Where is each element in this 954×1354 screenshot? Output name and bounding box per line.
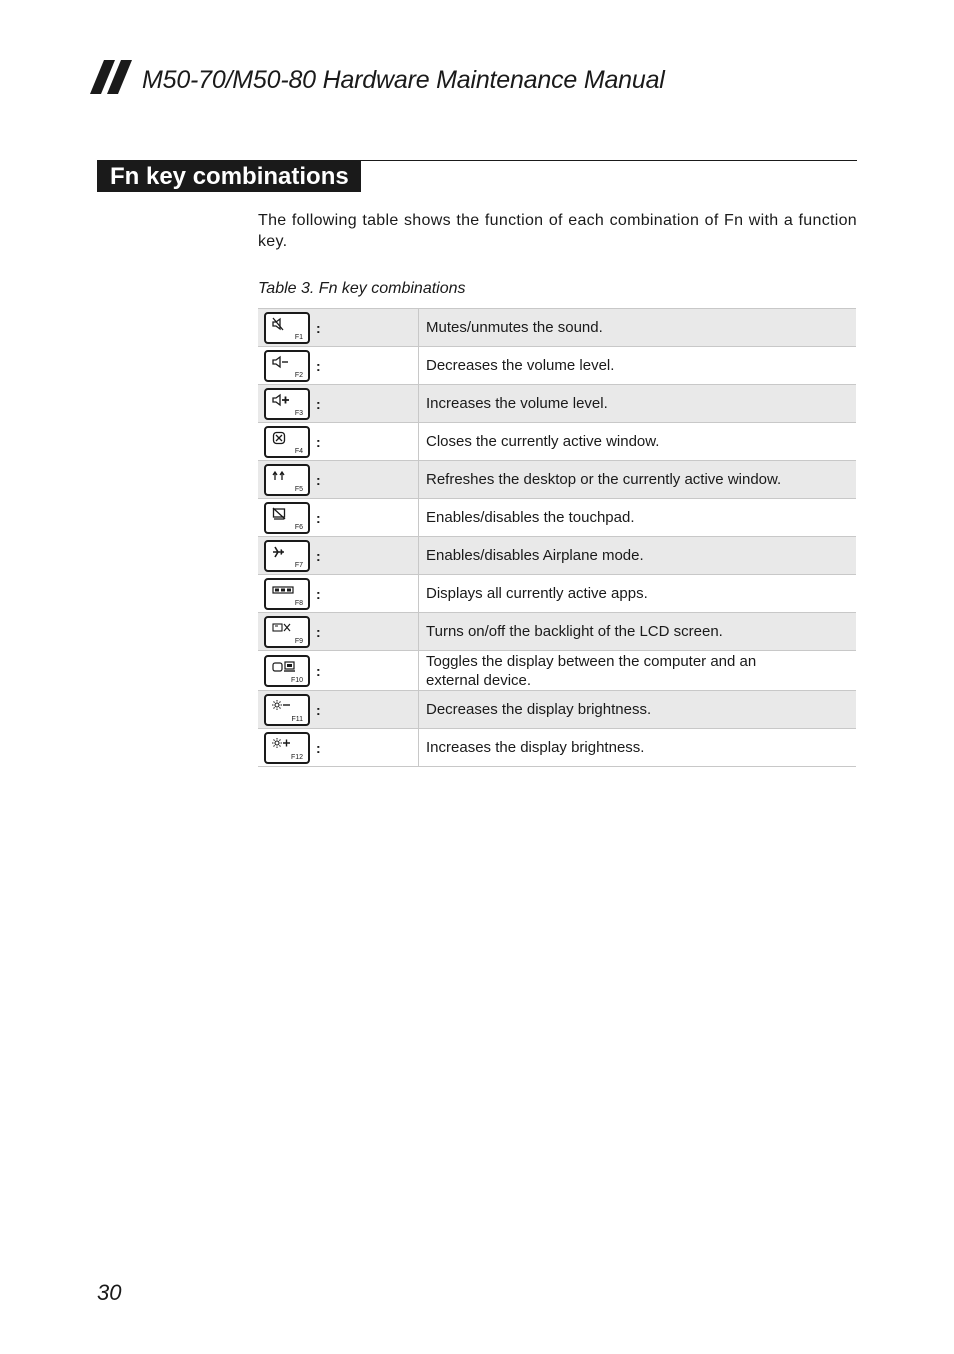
brightness-down-icon	[272, 699, 292, 713]
key-cell	[258, 423, 419, 461]
volume-down-icon	[272, 355, 290, 369]
key-label: F2	[294, 371, 303, 379]
f1-key	[264, 312, 310, 344]
f5-key	[264, 464, 310, 496]
key-cell	[258, 651, 419, 691]
key-label: F7	[294, 561, 303, 569]
f11-key	[264, 694, 310, 726]
key-colon: :	[316, 701, 321, 718]
key-colon: :	[316, 319, 321, 336]
key-colon: :	[316, 662, 321, 679]
touchpad-disable-icon	[272, 507, 288, 521]
key-cell	[258, 537, 419, 575]
key-cell	[258, 499, 419, 537]
key-cell	[258, 347, 419, 385]
key-colon: :	[316, 471, 321, 488]
manual-logo-icon	[90, 60, 136, 94]
fn-key-table	[258, 308, 856, 767]
close-window-icon	[272, 431, 288, 445]
key-colon: :	[316, 433, 321, 450]
display-switch-icon	[272, 660, 296, 674]
key-colon: :	[316, 395, 321, 412]
key-label: F12	[290, 753, 303, 761]
key-label: F10	[290, 676, 303, 684]
table-row	[258, 309, 856, 347]
mute-icon	[272, 317, 288, 331]
backlight-off-icon	[272, 621, 294, 635]
key-label: F3	[294, 409, 303, 417]
table-row	[258, 575, 856, 613]
f12-key	[264, 732, 310, 764]
row-description: Enables/disables Airplane mode.	[419, 537, 857, 575]
row-description: Increases the volume level.	[419, 385, 857, 423]
table-row	[258, 461, 856, 499]
key-colon: :	[316, 585, 321, 602]
f10-key	[264, 655, 310, 687]
key-label: F5	[294, 485, 303, 493]
key-label: F1	[294, 333, 303, 341]
key-colon: :	[316, 357, 321, 374]
key-label: F8	[294, 599, 303, 607]
key-colon: :	[316, 547, 321, 564]
table-row	[258, 423, 856, 461]
table-row	[258, 499, 856, 537]
row-description: Closes the currently active window.	[419, 423, 857, 461]
key-cell	[258, 691, 419, 729]
row-description: Enables/disables the touchpad.	[419, 499, 857, 537]
f7-key	[264, 540, 310, 572]
refresh-icon	[272, 469, 288, 483]
f6-key	[264, 502, 310, 534]
key-cell	[258, 575, 419, 613]
airplane-icon	[272, 545, 288, 559]
row-description: Mutes/unmutes the sound.	[419, 309, 857, 347]
brightness-up-icon	[272, 737, 292, 751]
f8-key	[264, 578, 310, 610]
key-label: F4	[294, 447, 303, 455]
key-colon: :	[316, 623, 321, 640]
row-description: Increases the display brightness.	[419, 729, 857, 767]
key-cell	[258, 385, 419, 423]
key-cell	[258, 729, 419, 767]
volume-up-icon	[272, 393, 290, 407]
row-description: Decreases the display brightness.	[419, 691, 857, 729]
f3-key	[264, 388, 310, 420]
row-description: Decreases the volume level.	[419, 347, 857, 385]
row-description: Refreshes the desktop or the currently active window.	[419, 461, 857, 499]
page-number: 30	[97, 1280, 122, 1305]
table-caption: Table 3. Fn key combinations	[258, 280, 466, 297]
table-row	[258, 729, 856, 767]
apps-icon	[272, 583, 294, 597]
row-description: Turns on/off the backlight of the LCD screen.	[419, 613, 857, 651]
table-row	[258, 347, 856, 385]
section-title: Fn key combinations	[97, 160, 361, 192]
f2-key	[264, 350, 310, 382]
table-row	[258, 651, 856, 691]
row-description: Displays all currently active apps.	[419, 575, 857, 613]
document-title: M50-70/M50-80 Hardware Maintenance Manual	[142, 66, 665, 94]
key-cell	[258, 309, 419, 347]
key-cell	[258, 613, 419, 651]
table-row	[258, 613, 856, 651]
table-row	[258, 385, 856, 423]
key-label: F11	[291, 715, 303, 723]
key-colon: :	[316, 509, 321, 526]
intro-paragraph: The following table shows the function of each combination of Fn with a function key.	[258, 212, 857, 250]
f9-key	[264, 616, 310, 648]
table-row	[258, 537, 856, 575]
f4-key	[264, 426, 310, 458]
key-label: F9	[294, 637, 303, 645]
key-cell	[258, 461, 419, 499]
table-row	[258, 691, 856, 729]
key-colon: :	[316, 739, 321, 756]
key-label: F6	[294, 523, 303, 531]
row-description: Toggles the display between the computer and an external device.	[419, 651, 857, 691]
